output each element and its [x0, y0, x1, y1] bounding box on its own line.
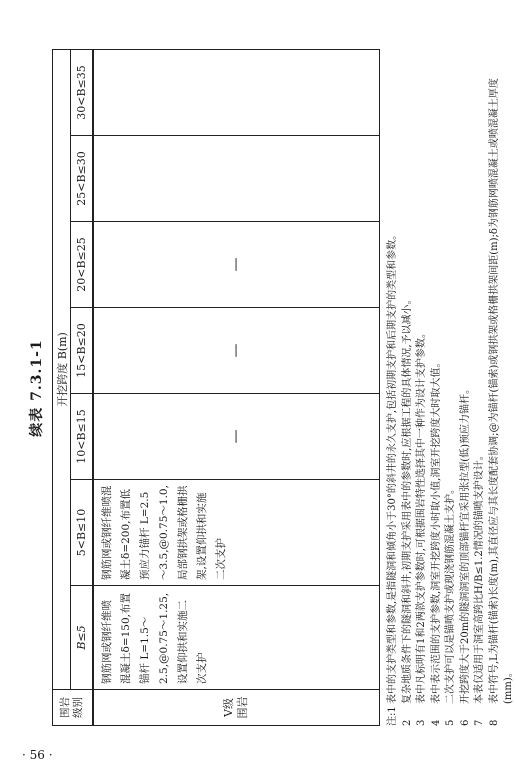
note-item: 注:1 表中的支护类型和参数,是指隧洞和倾角小于30°的斜井的永久支护,包括初期支护和后期支护的类型和参数。 [387, 229, 398, 726]
table-title: 续表 7.3.1-1 [29, 339, 45, 437]
header-span-3: 15<B≤20 [71, 308, 93, 394]
header-span-6: 30<B≤35 [71, 49, 93, 135]
header-span-0: B≤5 [71, 586, 93, 690]
page-number: · 56 · [22, 748, 53, 762]
note-item: 8 表中符号,L为锚杆(锚索)长度(m),其直径应与其长度配套协调;@为锚杆(锚索)或钢拱架或格栅拱架间距(m);δ为钢筋网喷混凝土或喷混凝土厚度(mm)。 [488, 78, 514, 726]
cell-b-25-30 [93, 136, 380, 222]
cell-b-5-10: 钢筋网或钢纤维喷混凝土δ=200,布置低预应力锚杆 L=2.5～3.5,@0.75～1.0,局部钢拱架或格栅拱架,设置仰拱和实施二次支护 [93, 480, 380, 586]
note-item: 3 表中凡标明有1和2两款支护参数时,可根据围岩特性选择其中一种作为设计支护参数。 [416, 328, 427, 726]
note-item: 6 开挖跨度大于20m的隧洞洞室的顶部锚杆宜采用张拉型(低)预应力锚杆。 [459, 383, 471, 726]
cell-b-20-25: — [93, 222, 380, 308]
cell-b-30-35 [93, 49, 380, 135]
note-item: 2 复杂地质条件下的隧洞和斜井,初期支护采用表中的参数时,应根据工程的具体情况,予以减小。 [401, 294, 413, 726]
cell-b-15-20: — [93, 308, 380, 394]
note-item: 5 二次支护可以是锚喷支护或现浇钢筋混凝土支护。 [445, 484, 456, 726]
cell-b-le-5: 钢筋网或钢纤维喷混凝土δ=150,布置锚杆 L=1.5～2.5,@0.75～1.25,设置仰拱和实施二次支护 [93, 586, 380, 690]
note-item: 7 本表仅适用于洞室高跨比H/B≤1.2情况的锚喷支护设计。 [474, 450, 485, 726]
table-notes [386, 46, 515, 726]
row-rock-class: Ⅴ级 围岩 [93, 690, 380, 726]
header-span-4: 20<B≤25 [71, 222, 93, 308]
support-parameters-table [52, 49, 380, 726]
cell-b-10-15: — [93, 394, 380, 480]
note-item: 4 表中表示范围的支护参数,洞室开挖跨度小时取小值,洞室开挖跨度大时取大值。 [430, 357, 442, 726]
header-span-group: 开挖跨度 B(m) [53, 49, 71, 689]
rotated-page [22, 28, 514, 748]
header-rock-class: 围岩 级别 [53, 690, 93, 726]
header-span-1: 5<B≤10 [71, 480, 93, 586]
header-span-2: 10<B≤15 [71, 394, 93, 480]
header-span-5: 25<B≤30 [71, 136, 93, 222]
